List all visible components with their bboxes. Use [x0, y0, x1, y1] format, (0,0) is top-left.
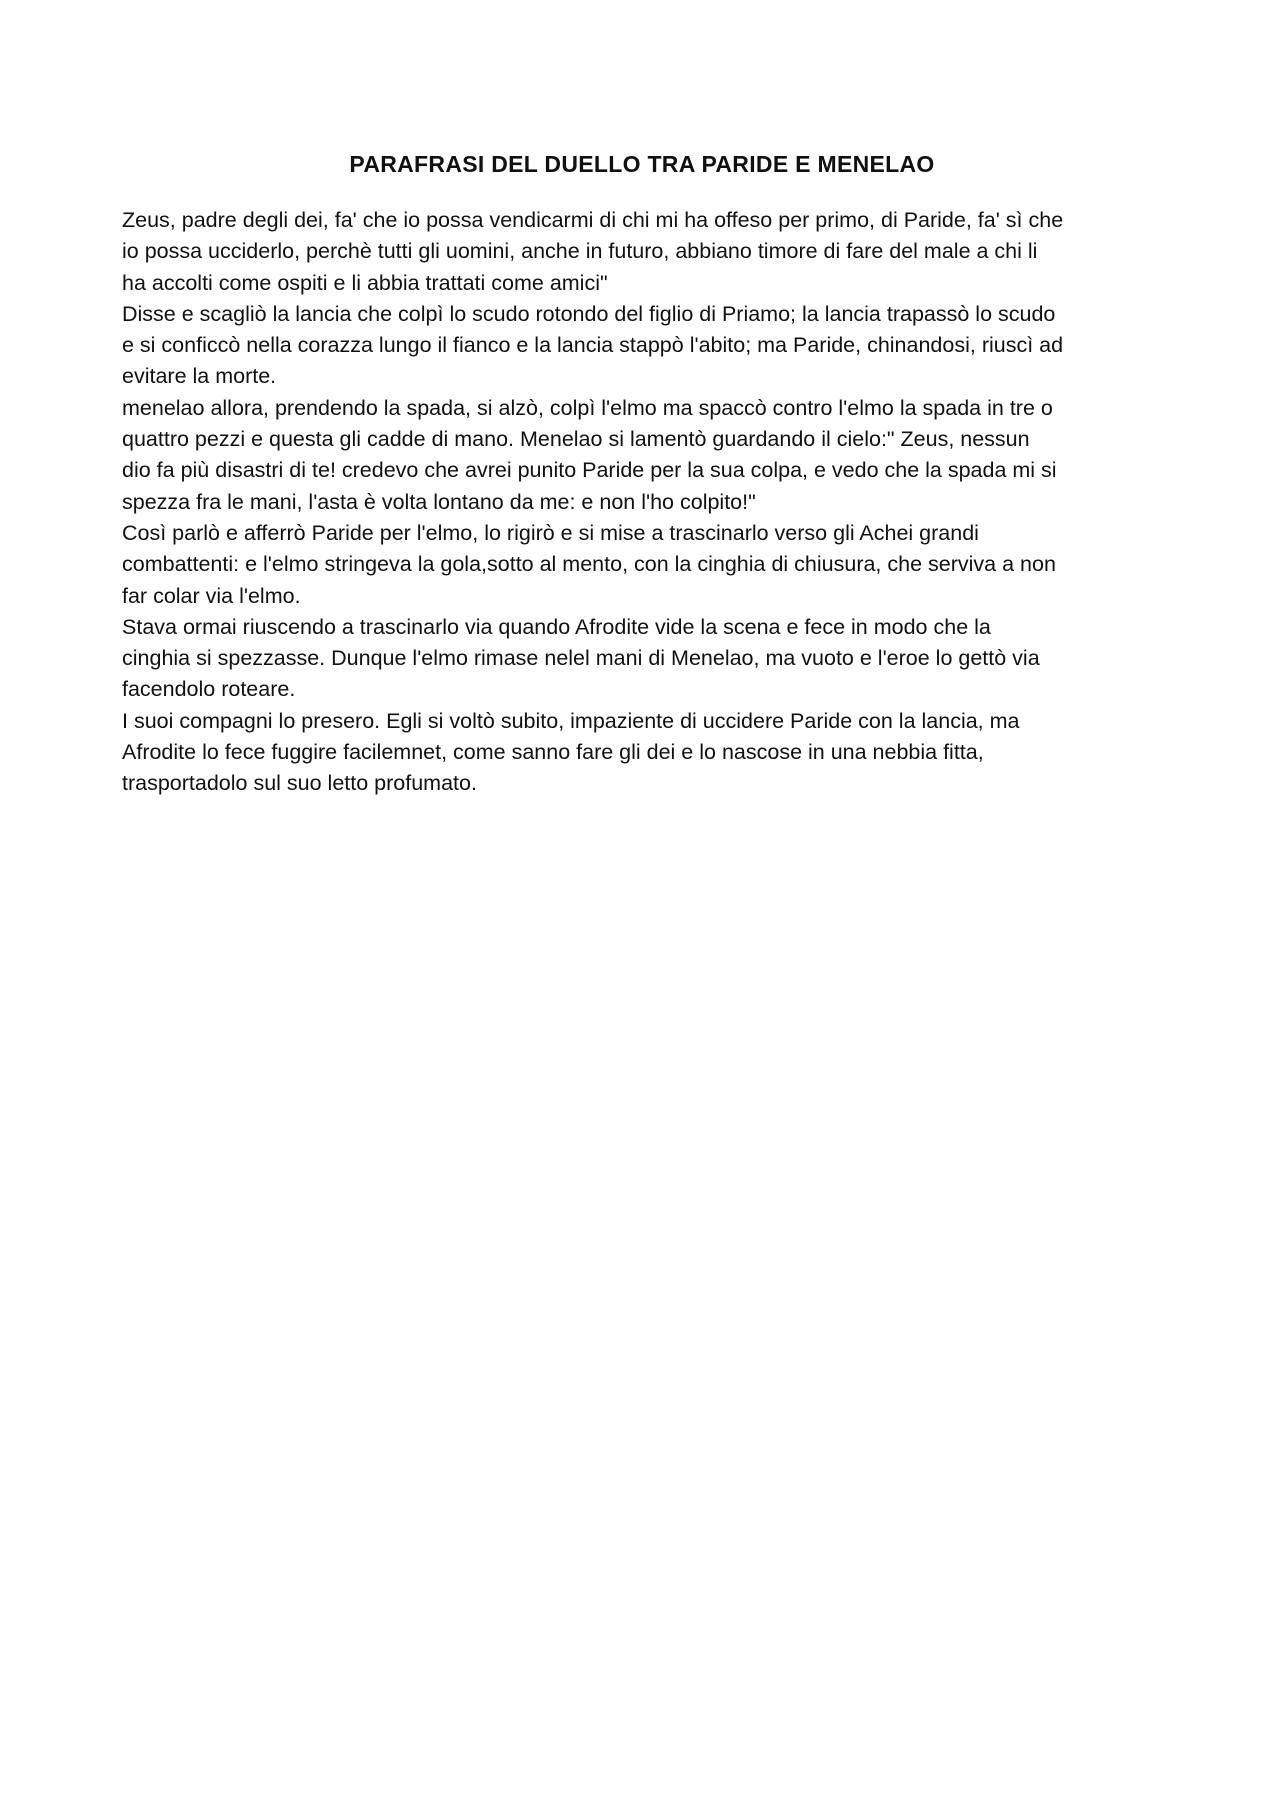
text-line: Stava ormai riuscendo a trascinarlo via quando Afrodite vide la scena e fece in modo che la [122, 614, 991, 639]
text-line: ha accolti come ospiti e li abbia trattati come amici" [122, 270, 608, 295]
text-line: spezza fra le mani, l'asta è volta lontano da me: e non l'ho colpito!" [122, 489, 756, 514]
text-line: e si conficcò nella corazza lungo il fianco e la lancia stappò l'abito; ma Paride, chinandosi, riuscì ad [122, 333, 1064, 358]
text-line: I suoi compagni lo presero. Egli si voltò subito, impaziente di uccidere Paride con la lancia, ma [122, 708, 1020, 733]
text-line: io possa ucciderlo, perchè tutti gli uomini, anche in futuro, abbiano timore di fare del male a chi li [122, 239, 1038, 264]
text-line: Così parlò e afferrò Paride per l'elmo, lo rigirò e si mise a trascinarlo verso gli Achei grandi [122, 520, 979, 545]
text-line: Afrodite lo fece fuggire facilemnet, come sanno fare gli dei e lo nascose in una nebbia fitta, [122, 740, 984, 765]
text-line: Zeus, padre degli dei, fa' che io possa vendicarmi di chi mi ha offeso per primo, di Paride, fa' sì che [122, 208, 1064, 232]
document-title: PARAFRASI DEL DUELLO TRA PARIDE E MENELAO [349, 151, 935, 177]
text-line: Disse e scagliò la lancia che colpì lo scudo rotondo del figlio di Priamo; la lancia trapassò lo scudo [122, 301, 1056, 326]
text-line: menelao allora, prendendo la spada, si alzò, colpì l'elmo ma spaccò contro l'elmo la spada in tre o [122, 395, 1053, 420]
text-line: facendolo roteare. [122, 677, 296, 702]
text-line: quattro pezzi e questa gli cadde di mano. Menelao si lamentò guardando il cielo:" Zeus, nessun [122, 427, 1030, 452]
text-line: combattenti: e l'elmo stringeva la gola,sotto al mento, con la cinghia di chiusura, che serviva a non [122, 552, 1056, 577]
text-line: dio fa più disastri di te! credevo che avrei punito Paride per la sua colpa, e vedo che la spada mi si [122, 458, 1057, 483]
text-line: evitare la morte. [122, 364, 277, 389]
text-line: trasportadolo sul suo letto profumato. [122, 771, 477, 796]
document-body [122, 205, 1182, 800]
text-line: far colar via l'elmo. [122, 583, 301, 608]
text-line: cinghia si spezzasse. Dunque l'elmo rimase nelel mani di Menelao, ma vuoto e l'eroe lo gettò via [122, 646, 1040, 671]
